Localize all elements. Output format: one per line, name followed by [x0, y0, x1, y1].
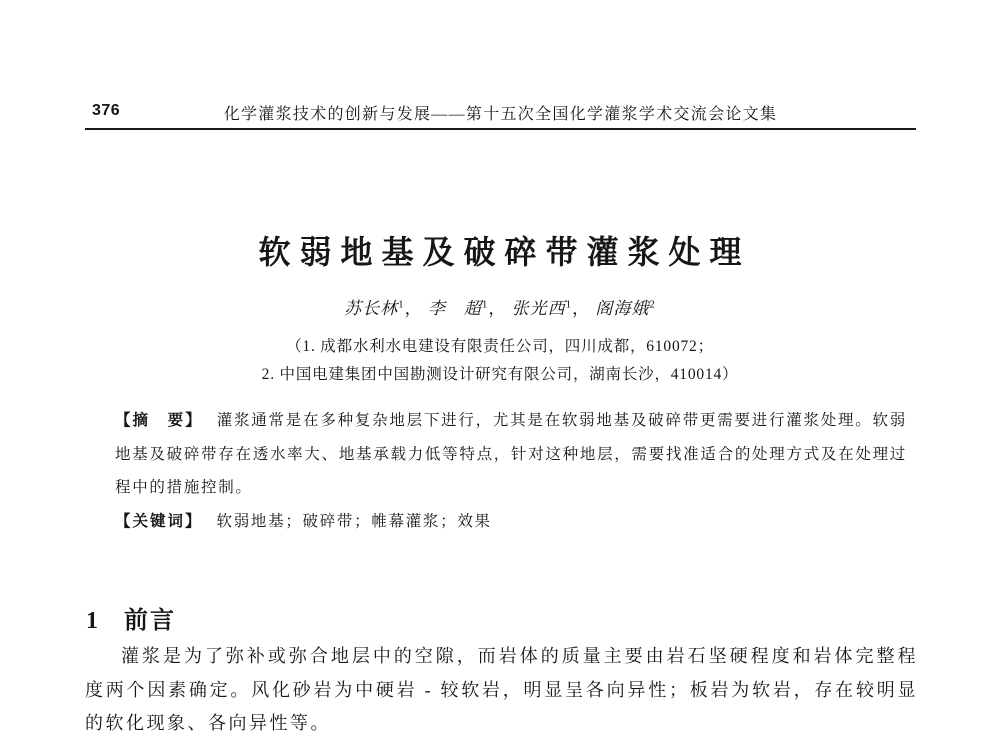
page-number: 376	[92, 102, 121, 119]
authors-line	[0, 294, 1000, 319]
running-header-title: 化学灌浆技术的创新与发展——第十五次全国化学灌浆学术交流会论文集	[223, 106, 778, 123]
author-affiliation-mark: 2	[649, 298, 656, 311]
article-title: 软弱地基及破碎带灌浆处理	[258, 234, 751, 271]
author-separator: ，	[404, 299, 423, 318]
body-text	[85, 640, 918, 738]
affiliation-line: 2. 中国电建集团中国勘测设计研究有限公司，湖南长沙，410014）	[261, 366, 739, 383]
section-title: 前言	[124, 606, 176, 634]
abstract-label: 【摘 要】	[115, 412, 203, 429]
abstract-text: 灌浆通常是在多种复杂地层下进行，尤其是在软弱地基及破碎带更需要进行灌浆处理。软弱地基及破碎带存在透水率大、地基承载力低等特点，针对这种地层，需要找准适合的处理方式及在处理过程中的措施控制。	[115, 412, 907, 496]
section-number: 1	[86, 607, 100, 634]
abstract-keywords-block	[115, 404, 907, 538]
author-separator: ，	[572, 299, 591, 318]
keywords-text: 软弱地基；破碎带；帷幕灌浆；效果	[216, 512, 492, 530]
paragraph: 灌浆是为了弥补或弥合地层中的空隙，而岩体的质量主要由岩石坚硬程度和岩体完整程度两个因素确定。风化砂岩为中硬岩 - 较软岩，明显呈各向异性；板岩为软岩，存在较明显的软化现象、各向异性等。	[85, 646, 918, 733]
affiliation-line: （1. 成都水利水电建设有限责任公司，四川成都，610072；	[286, 338, 714, 355]
author-name: 张光西	[511, 299, 566, 318]
abstract	[115, 404, 907, 505]
author-name: 苏长林	[344, 299, 399, 318]
section-heading	[86, 600, 176, 635]
keywords-label: 【关键词】	[115, 512, 203, 530]
keywords	[115, 505, 907, 539]
author-affiliation-mark: 1	[481, 298, 489, 311]
author-name: 李 超	[427, 299, 482, 318]
running-header	[85, 101, 916, 123]
author-affiliation-mark: 1	[565, 298, 573, 311]
header-rule	[85, 128, 916, 130]
author-separator: ，	[488, 299, 507, 318]
affiliations	[0, 333, 1000, 389]
author-affiliation-mark: 1	[398, 298, 405, 311]
author-name: 阁海娥	[595, 299, 650, 318]
